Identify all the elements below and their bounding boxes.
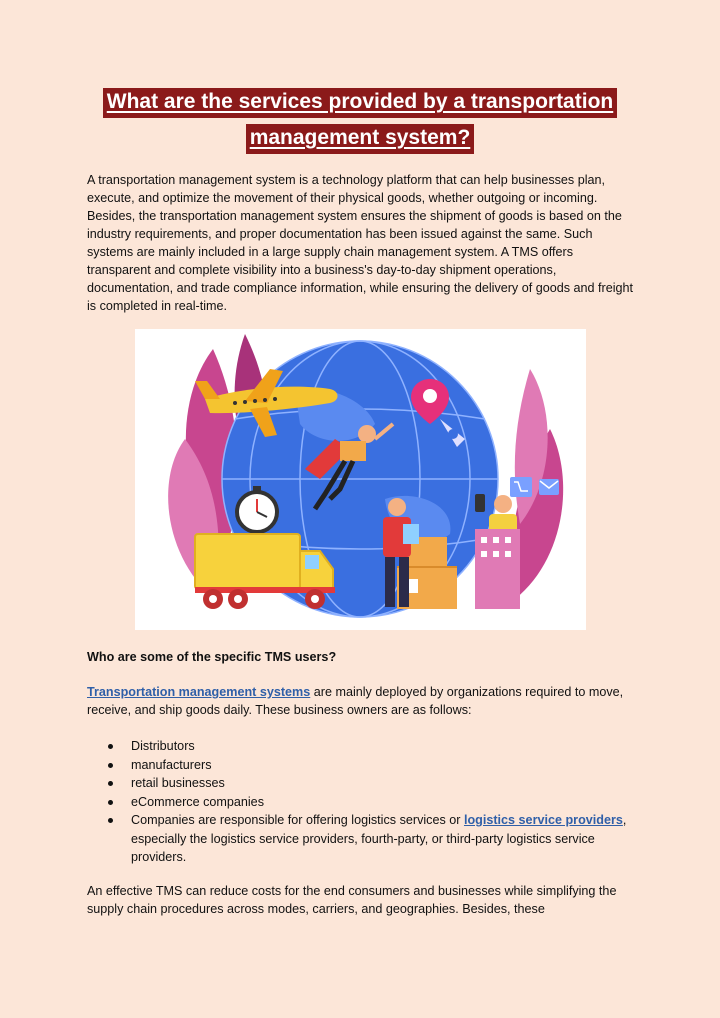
bullet-icon [108,800,113,805]
section-intro-text: are mainly deployed by organizations required to move, receive, and ship goods daily. These business owners are as follows: [87,685,624,717]
bullet-icon [108,781,113,786]
title-line-2: management system? [246,124,475,154]
list-item: Companies are responsible for offering logistics services or logistics service providers, especially the logistics service providers, fourth-party, or third-party logistics service providers. [87,811,635,867]
list-item: retail businesses [87,774,635,793]
bullet-icon [108,818,113,823]
section-heading: Who are some of the specific TMS users? [87,650,337,664]
building-graphic [475,529,520,609]
list-item: manufacturers [87,756,635,775]
page-title [60,88,660,160]
closing-paragraph: An effective TMS can reduce costs for the end consumers and businesses while simplifying the supply chain procedures across modes, carriers, and geographies. Besides, these [87,884,617,916]
cart-card-icon [510,477,532,497]
tms-link[interactable]: Transportation management systems [87,685,311,699]
title-line-1: What are the services provided by a transportation [103,88,617,118]
user-type-list [87,737,635,867]
list-item: Distributors [87,737,635,756]
bullet-icon [108,744,113,749]
list-item: eCommerce companies [87,793,635,812]
bullet-icon [108,763,113,768]
intro-paragraph: A transportation management system is a technology platform that can help businesses plan, execute, and optimize the movement of their physical goods, whether outgoing or incoming. Besides, the transportation management system ensures the shipment of goods is based on the industry requirements, and proper documentation has been issued against the same. Such systems are mainly included in a large supply chain management system. A TMS offers transparent and complete visibility into a business's day-to-day shipment operations, documentation, and trade compliance information, while ensuring the delivery of goods and freight is completed in real-time. [87,173,634,313]
logistics-illustration [135,329,586,630]
mail-card-icon [539,479,559,495]
logistics-provider-link[interactable]: logistics service providers [463,813,623,827]
section-intro-paragraph [87,683,635,719]
